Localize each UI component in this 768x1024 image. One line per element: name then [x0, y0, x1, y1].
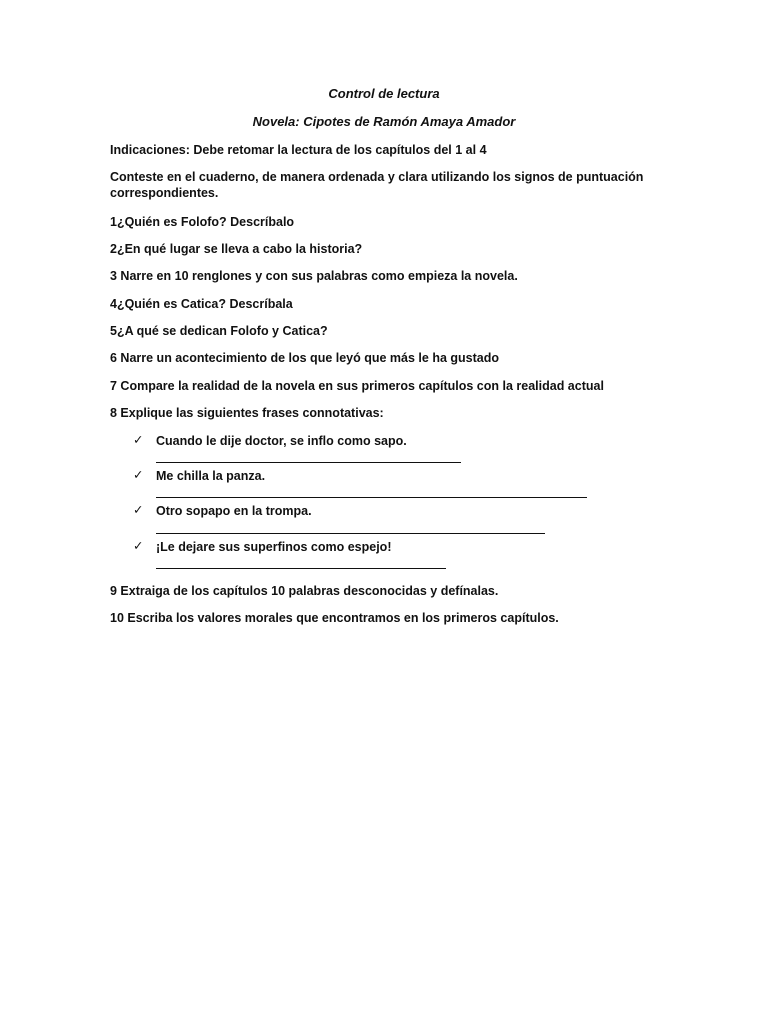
check-icon: ✓ [133, 433, 144, 447]
check-icon: ✓ [133, 539, 144, 553]
question-8: 8 Explique las siguientes frases connotativas: [110, 406, 384, 420]
question-7: 7 Compare la realidad de la novela en sus primeros capítulos con la realidad actual [110, 379, 604, 393]
document-subtitle: Novela: Cipotes de Ramón Amaya Amador [252, 114, 516, 129]
instructions-text: Conteste en el cuaderno, de manera ordenada y clara utilizando los signos de puntuación correspondientes. [110, 170, 644, 200]
question-6: 6 Narre un acontecimiento de los que leyó que más le ha gustado [110, 351, 499, 365]
answer-line [156, 533, 545, 534]
answer-line [156, 462, 461, 463]
answer-line [156, 568, 446, 569]
question-3: 3 Narre en 10 renglones y con sus palabras como empieza la novela. [110, 269, 518, 283]
question-5: 5¿A qué se dedican Folofo y Catica? [110, 324, 328, 338]
indications-text: Indicaciones: Debe retomar la lectura de los capítulos del 1 al 4 [110, 143, 487, 157]
question-9: 9 Extraiga de los capítulos 10 palabras desconocidas y defínalas. [110, 584, 499, 598]
question-1: 1¿Quién es Folofo? Descríbalo [110, 215, 295, 229]
phrase-2: Me chilla la panza. [156, 469, 266, 483]
question-2: 2¿En qué lugar se lleva a cabo la historia? [110, 242, 363, 256]
phrase-4: ¡Le dejare sus superfinos como espejo! [156, 540, 392, 554]
check-icon: ✓ [133, 503, 144, 517]
phrase-3: Otro sopapo en la trompa. [156, 504, 312, 518]
answer-line [156, 497, 587, 498]
document-title: Control de lectura [328, 86, 440, 101]
question-4: 4¿Quién es Catica? Descríbala [110, 297, 293, 311]
check-icon: ✓ [133, 468, 144, 482]
phrase-1: Cuando le dije doctor, se inflo como sapo. [156, 434, 407, 448]
question-10: 10 Escriba los valores morales que encontramos en los primeros capítulos. [110, 611, 559, 625]
